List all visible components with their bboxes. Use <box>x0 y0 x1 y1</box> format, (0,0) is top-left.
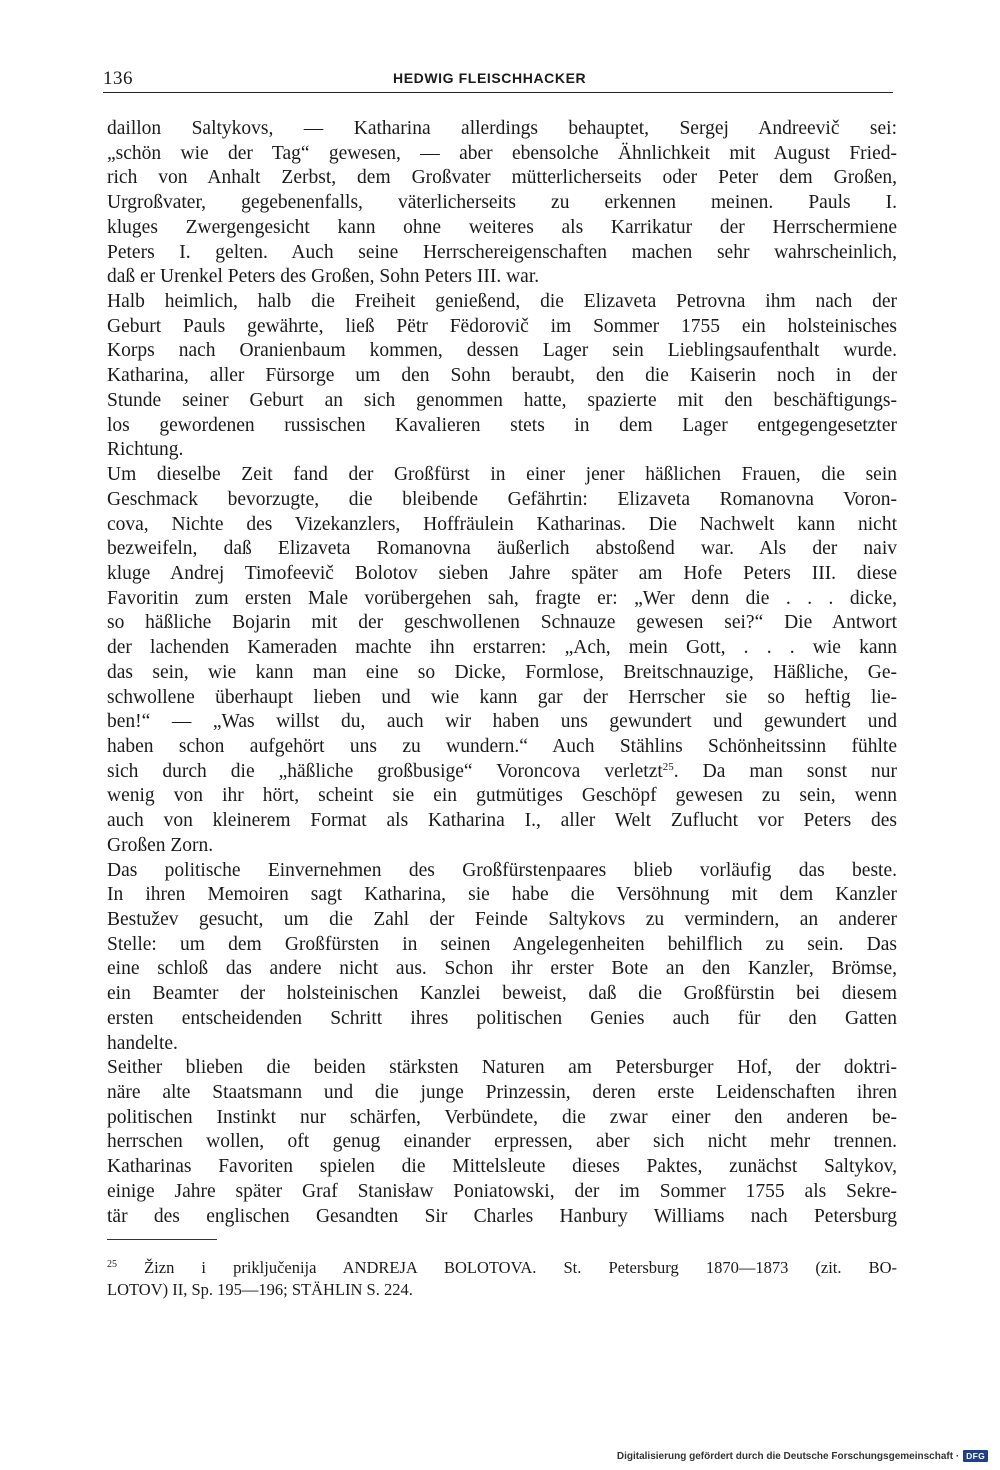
text-line: näre alte Staatsmann und die junge Prinzessin, deren erste Leidenschaften ihren <box>107 1082 897 1104</box>
text-line: daillon Saltykovs, — Katharina allerdings behauptet, Sergej Andreevič sei: <box>107 118 897 139</box>
text-line: ein Beamter der holsteinischen Kanzlei beweist, daß die Großfürstin bei diesem <box>107 983 897 1005</box>
text-line: Stelle: um dem Großfürsten in seinen Angelegenheiten behilflich zu sein. Das <box>107 933 897 955</box>
text-line: wenig von ihr hört, scheint sie ein gutmütiges Geschöpf gewesen zu sein, wenn <box>107 785 897 807</box>
text-line: Um dieselbe Zeit fand der Großfürst in einer jener häßlichen Frauen, die sein <box>107 464 897 486</box>
text-line: der lachenden Kameraden machte ihn erstarren: „Ach, mein Gott, . . . wie kann <box>107 637 897 659</box>
text-line: Stunde seiner Geburt an sich genommen hatte, spazierte mit den beschäftigungs- <box>107 389 897 411</box>
text-line: Favoritin zum ersten Male vorübergehen sah, fragte er: „Wer denn die . . . dicke, <box>107 587 897 609</box>
text-line: das sein, wie kann man eine so Dicke, Formlose, Breitschnauzige, Häßliche, Ge- <box>107 661 897 683</box>
text-line: Bestužev gesucht, um die Zahl der Feinde Saltykovs zu vermindern, an anderer <box>107 909 897 930</box>
text-line: tär des englischen Gesandten Sir Charles Hanbury Williams nach Petersburg <box>107 1205 897 1227</box>
text-line: herrschen wollen, oft genug einander erpressen, aber sich nicht mehr trennen. <box>107 1131 897 1153</box>
paragraph <box>107 117 897 290</box>
text-line: ersten entscheidenden Schritt ihres politischen Genies auch für den Gatten <box>107 1007 897 1029</box>
footnote <box>107 1257 897 1301</box>
text-line: kluges Zwergengesicht kann ohne weiteres als Karrikatur der Herrschermiene <box>107 216 897 238</box>
text-line: In ihren Memoiren sagt Katharina, sie habe die Versöhnung mit dem Kanzler <box>107 884 897 906</box>
footnote-ref: 25 <box>662 760 674 773</box>
text-line: ben!“ — „Was willst du, auch wir haben uns gewundert und gewundert und <box>107 711 897 733</box>
text-line: Korps nach Oranienbaum kommen, dessen Lager sein Lieblingsaufenthalt wurde. <box>107 340 897 362</box>
text-line: Richtung. <box>107 439 184 461</box>
text-line: Katharina, aller Fürsorge um den Sohn beraubt, den die Kaiserin noch in der <box>107 365 897 387</box>
text-line: Urgroßvater, gegebenenfalls, väterlicherseits zu erkennen meinen. Pauls I. <box>107 192 897 214</box>
text-line: Geschmack bevorzugte, die bleibende Gefährtin: Elizaveta Romanovna Voron- <box>107 488 897 510</box>
text-line: Katharinas Favoriten spielen die Mittelsleute dieses Paktes, zunächst Saltykov, <box>107 1156 897 1178</box>
footnote-line <box>107 1257 897 1279</box>
text-line: politischen Instinkt nur schärfen, Verbündete, die zwar einer den anderen be- <box>107 1106 897 1128</box>
page-header <box>103 68 893 93</box>
text-line: daß er Urenkel Peters des Großen, Sohn Peters III. war. <box>107 266 540 288</box>
line-text: sich durch die „häßliche großbusige“ Voroncova verletzt <box>107 760 663 782</box>
body-text <box>107 117 897 1229</box>
text-line: „schön wie der Tag“ gewesen, — aber ebensolche Ähnlichkeit mit August Fried- <box>107 142 897 164</box>
text-line: Seither blieben die beiden stärksten Naturen am Petersburger Hof, der doktri- <box>107 1057 897 1079</box>
paragraph <box>107 463 897 859</box>
line-text-after-ref: . Da man sonst nur <box>673 760 897 782</box>
text-line: Peters I. gelten. Auch seine Herrschereigenschaften machen sehr wahrscheinlich, <box>107 241 897 263</box>
text-line: Großen Zorn. <box>107 834 214 856</box>
text-line: kluge Andrej Timofeevič Bolotov sieben Jahre später am Hofe Peters III. diese <box>107 562 897 584</box>
text-line: haben schon aufgehört uns zu wundern.“ Auch Stählins Schönheitssinn fühlte <box>107 735 897 757</box>
text-line: cova, Nichte des Vizekanzlers, Hoffräulein Katharinas. Die Nachwelt kann nicht <box>107 513 897 535</box>
text-line: los gewordenen russischen Kavalieren stets in dem Lager entgegengesetzter <box>107 414 897 436</box>
text-line: einige Jahre später Graf Stanisław Poniatowski, der im Sommer 1755 als Sekre- <box>107 1180 897 1202</box>
text-line: auch von kleinerem Format als Katharina I., aller Welt Zuflucht vor Peters des <box>107 810 897 832</box>
footnote-text: Žizn i priključenija ANDREJA BOLOTOVA. St. Petersburg 1870—1873 (zit. BO- <box>144 1258 898 1277</box>
paragraph <box>107 859 897 1057</box>
footnote-divider <box>107 1239 217 1240</box>
text-line: Halb heimlich, halb die Freiheit genießend, die Elizaveta Petrovna ihm nach der <box>107 291 897 313</box>
text-line: rich von Anhalt Zerbst, dem Großvater mütterlicherseits oder Peter dem Großen, <box>107 167 897 189</box>
text-line: so häßliche Bojarin mit der geschwollenen Schnauze gewesen sei?“ Die Antwort <box>107 612 897 634</box>
paragraph <box>107 290 897 463</box>
footnote-number: 25 <box>107 1259 117 1270</box>
footnote-line: LOTOV) II, Sp. 195—196; STÄHLIN S. 224. <box>107 1280 413 1299</box>
funding-text: Digitalisierung gefördert durch die Deutsche Forschungsgemeinschaft · <box>616 1450 960 1462</box>
dfg-logo: DFG <box>963 1450 988 1462</box>
text-line: Geburt Pauls gewährte, ließ Pëtr Fëdorovič im Sommer 1755 ein holsteinisches <box>107 315 897 337</box>
text-line: handelte. <box>107 1032 178 1054</box>
running-head: HEDWIG FLEISCHHACKER <box>393 70 587 86</box>
text-line-with-footnote-ref <box>107 760 897 785</box>
text-line: eine schloß das andere nicht aus. Schon ihr erster Bote an den Kanzler, Brömse, <box>107 958 897 980</box>
page-number: 136 <box>103 68 133 89</box>
text-line: Das politische Einvernehmen des Großfürstenpaares blieb vorläufig das beste. <box>107 859 897 881</box>
text-line: schwollene überhaupt lieben und wie kann gar der Herrscher sie so heftig lie- <box>107 686 897 708</box>
text-line: bezweifeln, daß Elizaveta Romanovna äußerlich abstoßend war. Als der naiv <box>107 538 897 560</box>
paragraph <box>107 1056 897 1229</box>
funding-note <box>617 1450 988 1462</box>
